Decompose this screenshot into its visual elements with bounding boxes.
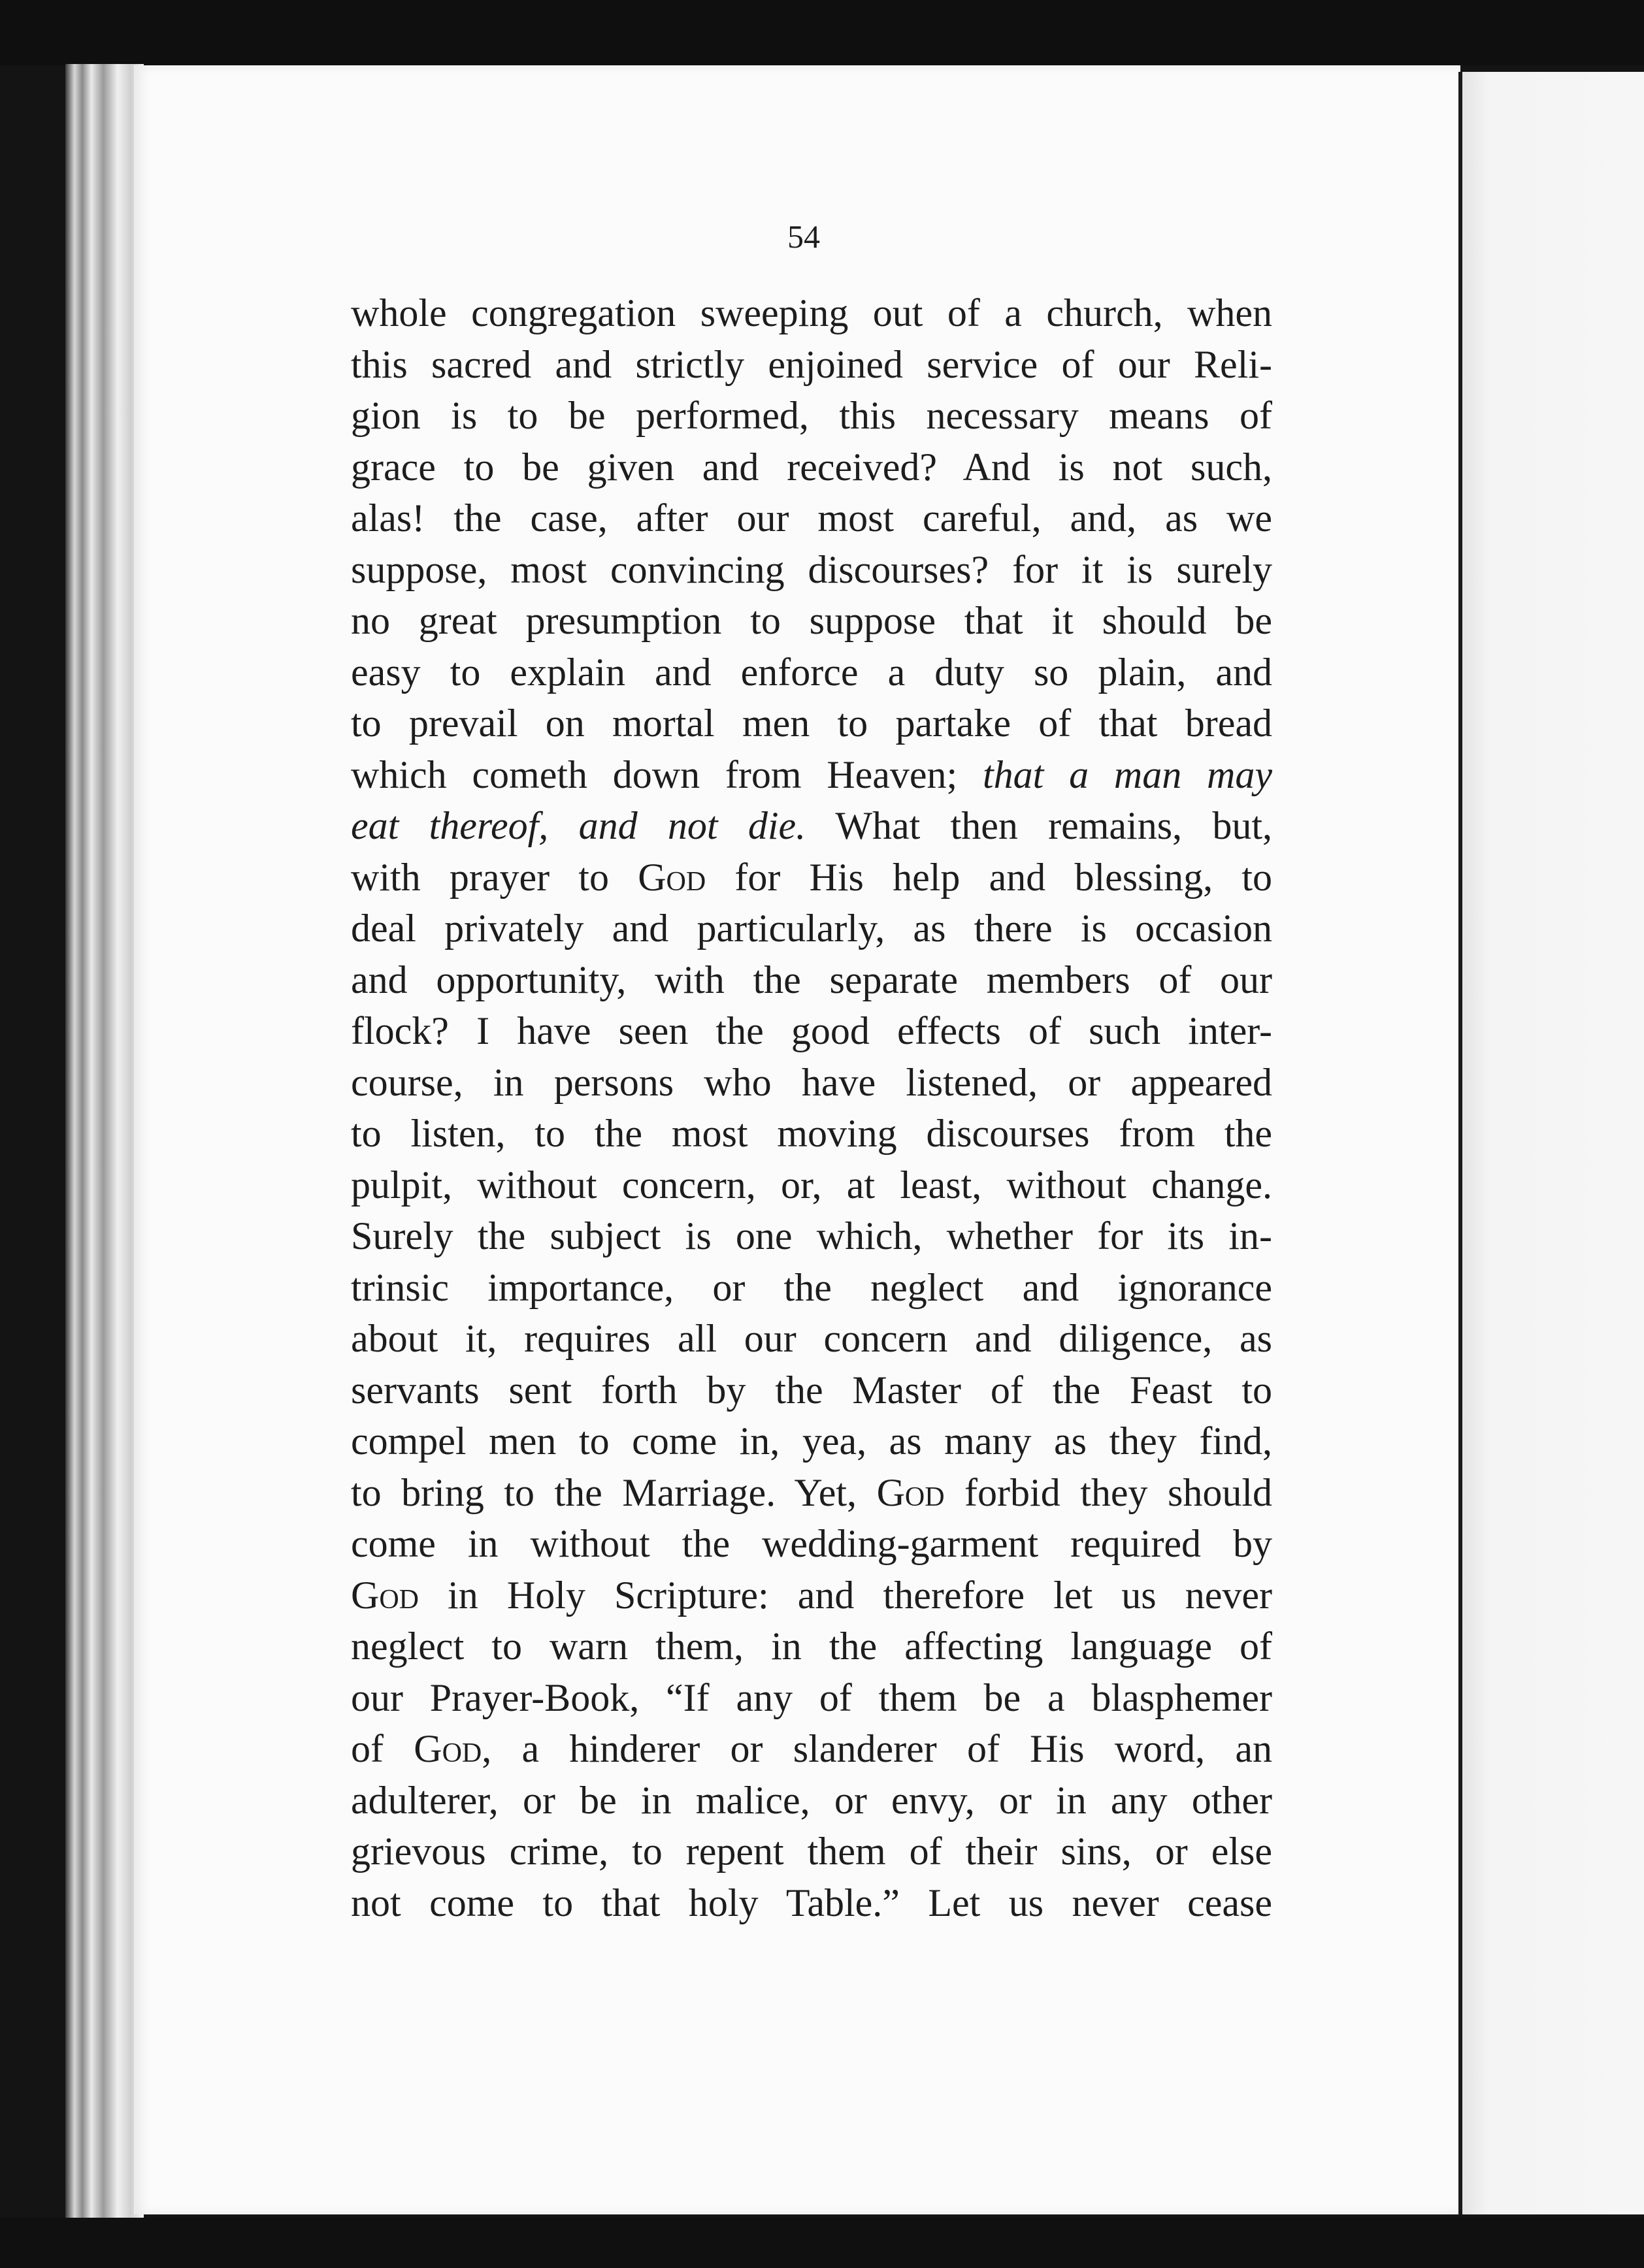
- text-line: alas! the case, after our most careful, and, as we: [351, 496, 1272, 540]
- small-caps-god: God: [638, 855, 706, 899]
- text-line: neglect to warn them, in the affecting language of: [351, 1625, 1272, 1668]
- text-line: Surely the subject is one which, whether for its in-: [351, 1214, 1272, 1257]
- text-run: which cometh down from Heaven;: [351, 753, 983, 796]
- small-caps-god: God: [414, 1727, 482, 1770]
- text-line: grace to be given and received? And is not such,: [351, 445, 1272, 489]
- text-line: [351, 1467, 1272, 1519]
- text-line: compel men to come in, yea, as many as they find,: [351, 1419, 1272, 1463]
- text-run: for His help and blessing, to: [706, 855, 1272, 899]
- text-line: course, in persons who have listened, or appeared: [351, 1060, 1272, 1104]
- book-page-edges: [65, 64, 144, 2221]
- text-line: and opportunity, with the separate members of our: [351, 958, 1272, 1001]
- small-caps-god: God: [351, 1573, 419, 1617]
- scan-background-top: [0, 0, 1644, 65]
- text-run: , a hinderer or slanderer of His word, an: [482, 1727, 1272, 1770]
- text-line: grievous crime, to repent them of their sins, or else: [351, 1830, 1272, 1873]
- text-line: flock? I have seen the good effects of such inter-: [351, 1009, 1272, 1052]
- text-run: What then remains, but,: [806, 804, 1272, 847]
- text-line: [351, 800, 1272, 852]
- text-line: no great presumption to suppose that it should be: [351, 599, 1272, 642]
- text-line: trinsic importance, or the neglect and ignorance: [351, 1265, 1272, 1309]
- text-line: gion is to be performed, this necessary means of: [351, 394, 1272, 437]
- text-line: [351, 749, 1272, 801]
- text-line: pulpit, without concern, or, at least, without change.: [351, 1163, 1272, 1207]
- text-line: [351, 1570, 1272, 1621]
- text-line: whole congregation sweeping out of a church, when: [351, 291, 1272, 334]
- page-number: 54: [787, 218, 820, 255]
- text-line: our Prayer-Book, “If any of them be a blasphemer: [351, 1676, 1272, 1719]
- text-line: to prevail on mortal men to partake of that bread: [351, 702, 1272, 745]
- text-line: servants sent forth by the Master of the Feast to: [351, 1368, 1272, 1412]
- text-run: of: [351, 1727, 414, 1770]
- text-line: [351, 852, 1272, 903]
- italic-quote: that a man may: [983, 753, 1272, 796]
- text-line: about it, requires all our concern and diligence, as: [351, 1317, 1272, 1360]
- small-caps-god: God: [876, 1470, 945, 1514]
- text-line: to listen, to the most moving discourses from the: [351, 1112, 1272, 1155]
- text-line: suppose, most convincing discourses? for it is surely: [351, 547, 1272, 591]
- text-line: come in without the wedding-garment required by: [351, 1522, 1272, 1565]
- text-run: forbid they should: [944, 1470, 1273, 1514]
- text-line: this sacred and strictly enjoined service of our Reli-: [351, 342, 1272, 386]
- text-run: with prayer to: [351, 855, 638, 899]
- scan-background-bottom: [0, 2218, 1644, 2268]
- text-line: deal privately and particularly, as there is occasion: [351, 907, 1272, 950]
- text-line: adulterer, or be in malice, or envy, or in any other: [351, 1778, 1272, 1822]
- italic-quote: eat thereof, and not die.: [351, 804, 806, 847]
- text-line: not come to that holy Table.” Let us never cease: [351, 1881, 1272, 1924]
- text-line: [351, 1723, 1272, 1775]
- body-text: [351, 287, 1272, 1928]
- text-run: to bring to the Marriage. Yet,: [351, 1470, 877, 1514]
- text-run: in Holy Scripture: and therefore let us never: [419, 1573, 1272, 1617]
- text-line: easy to explain and enforce a duty so plain, and: [351, 650, 1272, 694]
- facing-page-edge: [1462, 72, 1644, 2214]
